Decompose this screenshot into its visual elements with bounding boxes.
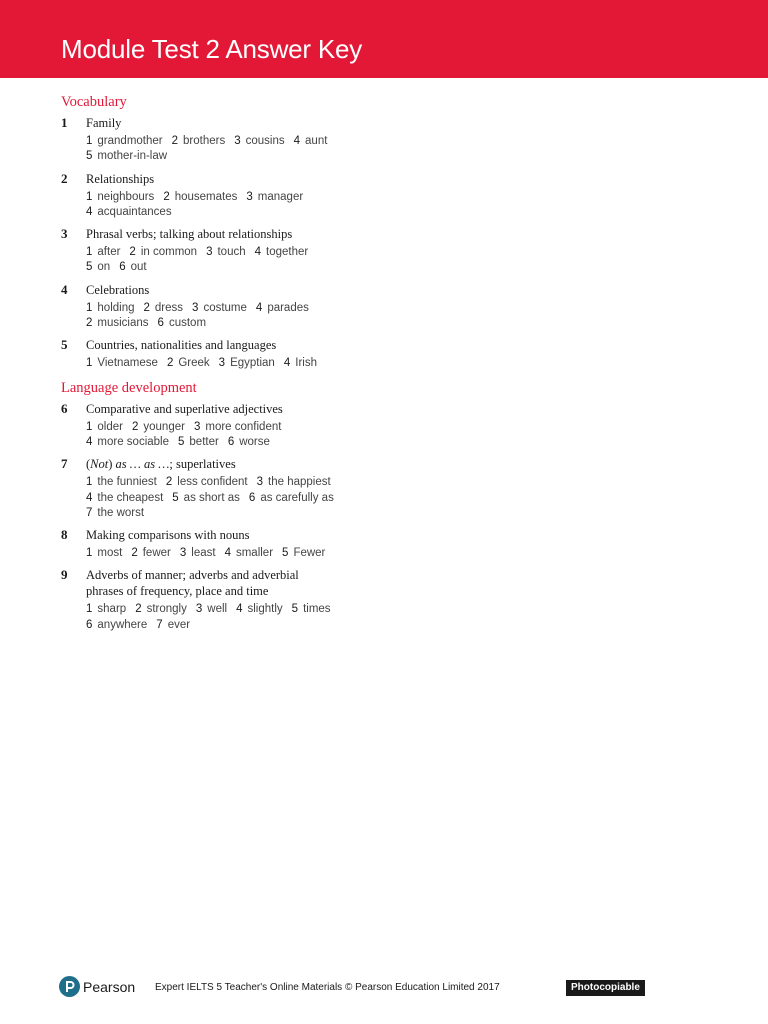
answer-line (86, 435, 421, 450)
answer (86, 302, 135, 314)
header-bar (0, 0, 768, 78)
question-item (61, 115, 421, 165)
question-item (61, 171, 421, 221)
answer-text: after (97, 246, 121, 259)
answer-text: anywhere (97, 618, 148, 631)
answer-number: 3 (246, 190, 253, 203)
answer-number: 3 (195, 603, 203, 616)
question-item (61, 527, 421, 561)
answer-list (86, 190, 421, 221)
answer-number: 1 (86, 301, 93, 314)
question-number: 9 (61, 567, 68, 583)
answer (86, 492, 163, 504)
answer-text: least (191, 547, 216, 560)
answer-text: worse (239, 435, 270, 448)
answer-list (86, 356, 421, 371)
answer-number: 1 (86, 135, 93, 147)
answer-text: more confident (205, 420, 282, 433)
answer-number: 1 (86, 547, 93, 560)
answer-text: the worst (97, 506, 145, 519)
answer-number: 5 (282, 547, 289, 560)
answer (292, 603, 331, 615)
answer-number: 4 (224, 547, 231, 560)
answer-number: 4 (86, 435, 93, 448)
question-item (61, 226, 421, 276)
answer (86, 317, 149, 329)
answer-line (86, 618, 421, 633)
answer (180, 547, 216, 559)
answer (86, 150, 167, 162)
answer (255, 246, 309, 258)
answer (282, 547, 325, 559)
answer-line (86, 260, 421, 275)
section-heading: Language development (61, 379, 197, 396)
answer-line (86, 491, 421, 506)
answer-number: 3 (192, 301, 199, 314)
answer-line (86, 301, 421, 316)
pearson-logo-icon (59, 976, 80, 997)
answer-text: smaller (235, 547, 274, 560)
answer (256, 302, 309, 314)
answer-number: 5 (291, 603, 299, 616)
question-title: Comparative and superlative adjectives (86, 401, 283, 416)
answer (129, 246, 197, 258)
answer-number: 5 (172, 491, 179, 504)
answer (86, 191, 154, 203)
answer-number: 1 (86, 420, 93, 433)
answer-number: 3 (179, 547, 187, 560)
answer (228, 436, 270, 448)
answer-number: 4 (255, 301, 263, 314)
question-number: 6 (61, 400, 68, 416)
answer-number: 2 (171, 135, 179, 147)
answer (86, 357, 158, 369)
answer (86, 436, 169, 448)
answer-number: 2 (165, 476, 173, 489)
question-item (61, 337, 421, 371)
answer-list (86, 134, 421, 165)
question-title-part: as … as … (115, 457, 170, 472)
page-title: Module Test 2 Answer Key (61, 34, 363, 64)
answer-text: younger (143, 420, 185, 433)
answer-text: housemates (174, 190, 238, 203)
question-number: 2 (61, 170, 68, 186)
answer-list (86, 475, 421, 521)
answer-number: 4 (254, 246, 262, 259)
answer-line (86, 205, 421, 220)
answer-number: 4 (293, 135, 301, 147)
answer (178, 436, 219, 448)
answer (86, 547, 122, 559)
answer-number: 2 (129, 246, 136, 259)
answer (163, 191, 237, 203)
answer-text: ever (167, 618, 191, 631)
answer-text: neighbours (97, 190, 155, 203)
answer-line (86, 475, 421, 490)
answer-number: 3 (193, 420, 201, 433)
question-title-part: Not (90, 457, 109, 472)
section-heading: Vocabulary (61, 94, 127, 110)
answer-line (86, 134, 421, 149)
answer-text: better (189, 435, 219, 448)
answer-text: sharp (97, 603, 127, 616)
answer-number: 3 (256, 476, 264, 489)
answer (86, 261, 110, 273)
answer (86, 507, 144, 519)
answer-number: 7 (86, 506, 93, 519)
answer-text: in common (140, 246, 198, 259)
answer-text: slightly (247, 603, 283, 616)
answer-number: 1 (86, 357, 93, 370)
answer-number: 6 (157, 317, 164, 330)
answer (192, 302, 247, 314)
answer (131, 547, 171, 559)
question-title: Family (86, 116, 122, 130)
answer-list (86, 602, 421, 633)
answer-text: Egyptian (230, 357, 275, 370)
answer-number: 6 (248, 491, 256, 504)
answer-line (86, 356, 421, 371)
answer-text: the funniest (97, 476, 157, 489)
answer-line (86, 506, 421, 521)
answer-number: 2 (131, 547, 138, 560)
question-title (86, 456, 421, 472)
answer-number: 1 (86, 476, 93, 489)
question-number: 7 (61, 456, 68, 472)
answer-number: 4 (283, 357, 291, 370)
answer-list (86, 245, 421, 276)
answer-text: Irish (295, 357, 317, 370)
answer-key-content (61, 92, 421, 639)
answer-text: musicians (97, 317, 149, 330)
answer-text: older (97, 420, 123, 433)
question-title: Celebrations (86, 282, 150, 297)
answer-line (86, 602, 421, 617)
answer-number: 2 (163, 190, 170, 203)
answer (172, 135, 226, 147)
question-number: 8 (61, 527, 68, 543)
answer-line (86, 245, 421, 260)
answer (86, 135, 163, 147)
answer (196, 603, 227, 615)
question-title-line: Adverbs of manner; adverbs and adverbial (86, 568, 299, 583)
answer-number: 2 (86, 317, 93, 330)
answer-number: 7 (156, 618, 163, 631)
answer-text: the happiest (268, 476, 331, 489)
question-title: Making comparisons with nouns (86, 528, 250, 543)
answer-text: brothers (183, 135, 226, 147)
answer-text: times (303, 603, 331, 616)
answer (86, 246, 120, 258)
answer-number: 2 (131, 420, 139, 433)
answer-number: 1 (86, 246, 93, 259)
answer-list (86, 546, 421, 561)
answer (284, 357, 317, 369)
answer-text: holding (97, 301, 135, 314)
answer (86, 206, 172, 218)
question-number: 4 (61, 281, 68, 297)
answer (236, 603, 283, 615)
answer-text: Greek (178, 357, 210, 370)
answer-text: as short as (183, 491, 240, 504)
answer-number: 3 (234, 135, 241, 147)
answer-line (86, 316, 421, 331)
answer-number: 2 (166, 357, 174, 370)
answer-number: 2 (135, 603, 142, 616)
answer-text: costume (203, 301, 247, 314)
answer-number: 6 (227, 435, 235, 448)
question-title-part: ) (108, 457, 116, 472)
copyright-text: Expert IELTS 5 Teacher's Online Materials © Pearson Education Limited 2017 (155, 982, 500, 993)
answer-list (86, 301, 421, 332)
answer (194, 421, 281, 433)
answer-number: 5 (178, 435, 185, 448)
answer-text: grandmother (97, 135, 163, 147)
answer-text: custom (168, 317, 207, 330)
answer-text: more sociable (97, 435, 169, 448)
question-number: 1 (61, 115, 68, 130)
answer-line (86, 546, 421, 561)
answer-text: less confident (177, 476, 248, 489)
question-item (61, 567, 421, 633)
answer-text: Vietnamese (97, 357, 158, 370)
answer (144, 302, 184, 314)
answer (234, 135, 284, 147)
question-title: Phrasal verbs; talking about relationships (86, 227, 293, 242)
answer (206, 246, 246, 258)
answer-text: Fewer (293, 547, 326, 560)
question-title-part: ( (86, 457, 91, 472)
answer-line (86, 420, 421, 435)
answer (86, 476, 157, 488)
answer (86, 421, 123, 433)
answer-number: 5 (86, 150, 93, 163)
answer (86, 619, 147, 631)
answer-text: cousins (245, 135, 285, 147)
answer-number: 1 (86, 603, 93, 616)
answer-text: aunt (305, 135, 328, 147)
answer-number: 4 (236, 603, 243, 616)
answer (167, 357, 210, 369)
answer-text: the cheapest (97, 491, 164, 504)
answer-number: 6 (86, 618, 93, 631)
answer (132, 421, 185, 433)
answer (294, 135, 328, 147)
question-item (61, 456, 421, 521)
answer-number: 6 (119, 261, 126, 274)
answer-list (86, 420, 421, 451)
answer (166, 476, 248, 488)
answer-number: 5 (86, 261, 93, 274)
question-number: 3 (61, 226, 68, 242)
answer (156, 619, 190, 631)
question-title-part: ; superlatives (169, 457, 236, 472)
answer-line (86, 190, 421, 205)
answer (257, 476, 331, 488)
answer-number: 1 (86, 190, 93, 203)
question-number: 5 (61, 337, 68, 353)
answer-text: acquaintances (97, 205, 172, 218)
answer-text: on (97, 261, 111, 274)
answer (158, 317, 206, 329)
answer-text: together (266, 246, 309, 259)
question-title-line: phrases of frequency, place and time (86, 584, 269, 599)
answer-text: parades (267, 301, 309, 314)
answer-text: strongly (146, 603, 187, 616)
answer-text: well (207, 603, 228, 616)
pearson-logo-text: Pearson (83, 979, 136, 995)
answer-text: touch (217, 246, 246, 259)
answer (249, 492, 334, 504)
answer (172, 492, 240, 504)
answer (219, 357, 275, 369)
answer-number: 4 (86, 205, 93, 218)
answer-text: mother-in-law (97, 150, 168, 163)
answer-text: most (97, 547, 123, 560)
question-title: Countries, nationalities and languages (86, 338, 277, 353)
answer-number: 3 (218, 357, 226, 370)
answer-line (86, 149, 421, 164)
answer (225, 547, 273, 559)
answer-number: 2 (143, 301, 150, 314)
question-item (61, 282, 421, 332)
footer (59, 974, 719, 1004)
answer-text: as carefully as (260, 491, 334, 504)
answer-text: fewer (142, 547, 171, 560)
answer-number: 4 (86, 491, 93, 504)
question-item (61, 401, 421, 451)
question-title: Relationships (86, 171, 155, 186)
answer (135, 603, 187, 615)
answer (119, 261, 146, 273)
answer-text: manager (257, 190, 304, 203)
answer-number: 3 (206, 246, 213, 259)
answer (246, 191, 303, 203)
photocopiable-badge: Photocopiable (566, 980, 645, 996)
answer-text: dress (154, 301, 184, 314)
answer (86, 603, 126, 615)
answer-text: out (130, 261, 147, 274)
